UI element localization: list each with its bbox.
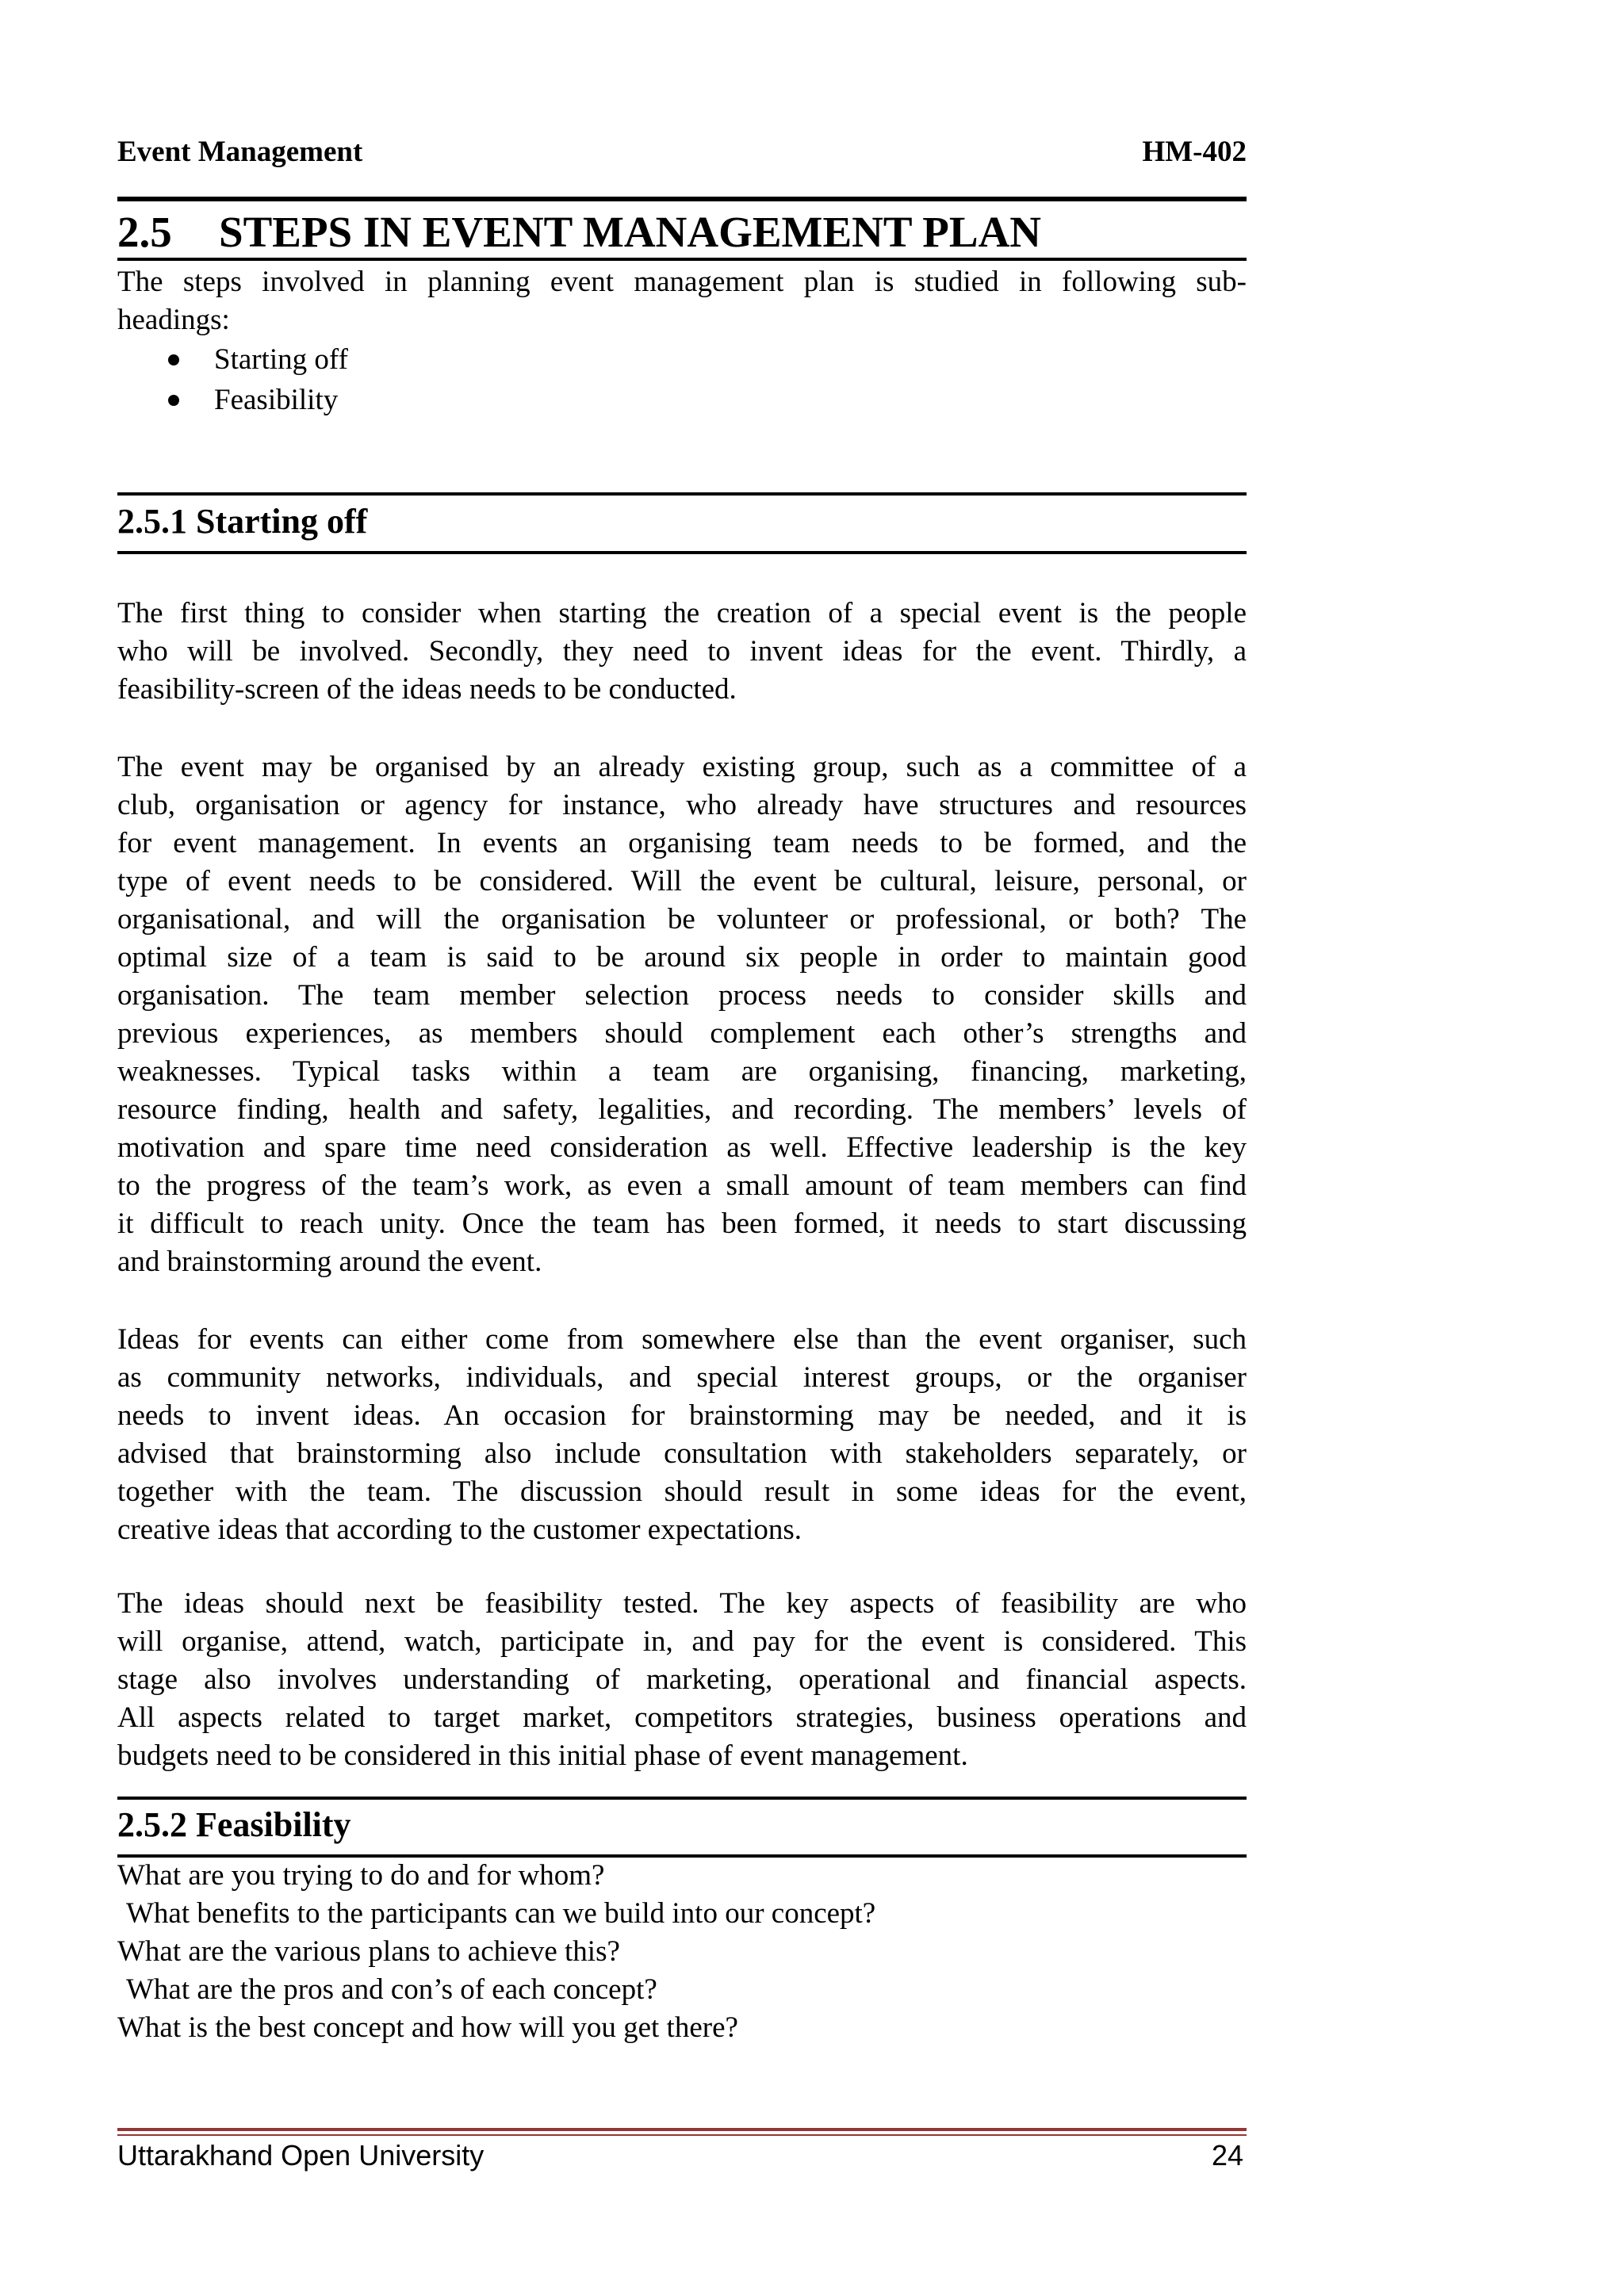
course-code: HM-402 — [1142, 136, 1247, 168]
footer-rule-thin — [117, 2134, 1247, 2136]
paragraph-line: The event may be organised by an already existing group, such as a committee of a — [117, 751, 1247, 783]
section-title: STEPS IN EVENT MANAGEMENT PLAN — [219, 208, 1042, 256]
paragraph — [117, 595, 1247, 709]
header-divider — [117, 197, 1247, 201]
paragraph-line: resource finding, health and safety, legalities, and recording. The members’ levels of — [117, 1093, 1247, 1126]
paragraph-line: feasibility-screen of the ideas needs to be conducted. — [117, 673, 737, 706]
running-header — [117, 135, 1247, 174]
paragraph-line: will organise, attend, watch, participate in, and pay for the event is considered. This — [117, 1625, 1247, 1658]
paragraph — [117, 748, 1247, 1281]
section-heading — [117, 205, 1041, 260]
paragraph-line: and brainstorming around the event. — [117, 1246, 542, 1278]
bullet-list — [117, 339, 1247, 420]
paragraph-line: organisational, and will the organisation be volunteer or professional, or both? The — [117, 903, 1247, 936]
question-list — [117, 1857, 1247, 2047]
university-name: Uttarakhand Open University — [117, 2139, 485, 2172]
paragraph-line: needs to invent ideas. An occasion for brainstorming may be needed, and it is — [117, 1399, 1247, 1432]
paragraph-line: as community networks, individuals, and special interest groups, or the organiser — [117, 1361, 1247, 1394]
paragraph-line: it difficult to reach unity. Once the team has been formed, it needs to start discussing — [117, 1207, 1247, 1240]
subsection-1-heading: 2.5.1 Starting off — [117, 502, 368, 541]
question-item: What is the best concept and how will you get there? — [117, 2011, 738, 2044]
bullet-icon — [168, 354, 179, 365]
subsection-2-heading: 2.5.2 Feasibility — [117, 1805, 351, 1844]
section-heading-underline — [117, 258, 1247, 261]
intro-line: The steps involved in planning event management plan is studied in following sub- — [117, 266, 1247, 298]
paragraph-line: organisation. The team member selection process needs to consider skills and — [117, 979, 1247, 1012]
subsection-2-top-rule — [117, 1797, 1247, 1800]
list-item — [117, 339, 1247, 380]
paragraph-line: club, organisation or agency for instance, who already have structures and resources — [117, 789, 1247, 821]
question-item: What are you trying to do and for whom? — [117, 1859, 605, 1892]
paragraph-line: advised that brainstorming also include consultation with stakeholders separately, or — [117, 1437, 1247, 1470]
subsection-1-top-rule — [117, 492, 1247, 496]
document-page — [117, 0, 1247, 2296]
paragraph-line: to the progress of the team’s work, as even a small amount of team members can find — [117, 1169, 1247, 1202]
paragraph-line: for event management. In events an organising team needs to be formed, and the — [117, 827, 1247, 859]
page-number: 24 — [1211, 2139, 1243, 2172]
section-number: 2.5 — [117, 208, 172, 256]
paragraph-line: weaknesses. Typical tasks within a team are organising, financing, marketing, — [117, 1055, 1247, 1088]
question-item: What are the various plans to achieve this? — [117, 1935, 620, 1968]
paragraph-line: type of event needs to be considered. Will the event be cultural, leisure, personal, or — [117, 865, 1247, 897]
intro-line: headings: — [117, 304, 230, 336]
paragraph-line: motivation and spare time need consideration as well. Effective leadership is the key — [117, 1131, 1247, 1164]
paragraph-line: previous experiences, as members should complement each other’s strengths and — [117, 1017, 1247, 1050]
paragraph-line: creative ideas that according to the customer expectations. — [117, 1513, 802, 1546]
paragraph-line: budgets need to be considered in this initial phase of event management. — [117, 1739, 968, 1772]
question-item: What benefits to the participants can we build into our concept? — [126, 1897, 876, 1930]
course-title: Event Management — [117, 136, 363, 168]
paragraph-line: optimal size of a team is said to be around six people in order to maintain good — [117, 941, 1247, 974]
list-item-text: Feasibility — [214, 384, 339, 416]
footer-rule-thick — [117, 2128, 1247, 2131]
paragraph-line: The first thing to consider when starting the creation of a special event is the people — [117, 597, 1247, 629]
bullet-icon — [168, 395, 179, 406]
paragraph-line: All aspects related to target market, competitors strategies, business operations and — [117, 1701, 1247, 1734]
paragraph — [117, 1585, 1247, 1775]
paragraph-line: who will be involved. Secondly, they need to invent ideas for the event. Thirdly, a — [117, 635, 1247, 668]
paragraph — [117, 1321, 1247, 1549]
subsection-1-bottom-rule — [117, 551, 1247, 554]
page-footer — [117, 2139, 1247, 2175]
paragraph-line: together with the team. The discussion should result in some ideas for the event, — [117, 1475, 1247, 1508]
paragraph-line: The ideas should next be feasibility tested. The key aspects of feasibility are who — [117, 1587, 1247, 1620]
section-intro — [117, 263, 1247, 339]
list-item — [117, 380, 1247, 420]
paragraph-line: stage also involves understanding of marketing, operational and financial aspects. — [117, 1663, 1247, 1696]
question-item: What are the pros and con’s of each concept? — [126, 1973, 657, 2006]
list-item-text: Starting off — [214, 343, 348, 376]
paragraph-line: Ideas for events can either come from somewhere else than the event organiser, such — [117, 1323, 1247, 1356]
